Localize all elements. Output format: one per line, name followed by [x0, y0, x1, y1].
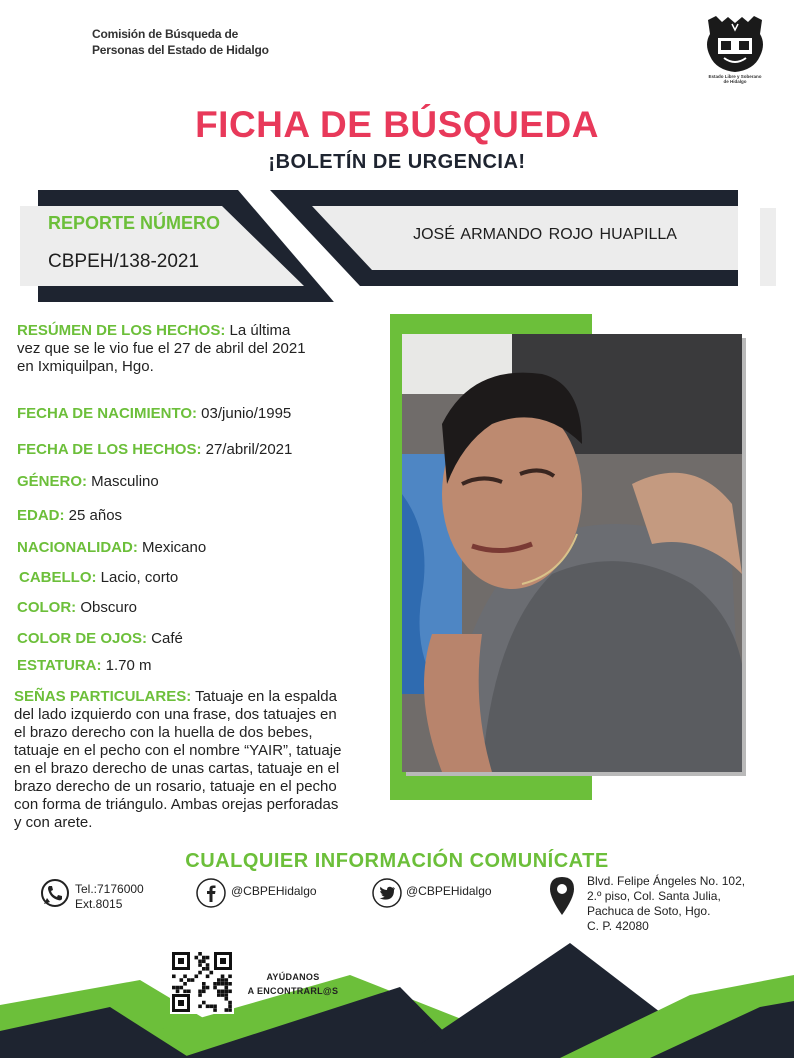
help-us-text — [230, 970, 356, 998]
address-line4: C. P. 42080 — [587, 919, 649, 933]
height-value: 1.70 m — [101, 657, 152, 674]
marks-label: SEÑAS PARTICULARES: — [14, 688, 192, 705]
marks-line2: del lado izquierdo con una frase, dos tatuajes en — [14, 706, 337, 723]
map-pin-icon — [548, 876, 576, 916]
summary-text-line3: en Ixmiquilpan, Hgo. — [17, 358, 154, 375]
organization-name-line1: Comisión de Búsqueda de — [92, 27, 239, 41]
twitter-icon — [372, 878, 402, 908]
nationality-label: NACIONALIDAD: — [17, 539, 138, 556]
height-field — [17, 657, 151, 675]
gender-label: GÉNERO: — [17, 473, 88, 490]
marks-line3: el brazo derecho con la huella de dos bebes, — [14, 724, 313, 741]
phone-extension: Ext.8015 — [75, 897, 123, 911]
address-line1: Blvd. Felipe Ángeles No. 102, — [587, 874, 746, 888]
summary-block — [17, 322, 306, 376]
contact-title — [0, 850, 794, 873]
report-banner — [0, 186, 794, 306]
hair-field — [19, 569, 178, 587]
person-name: JOSÉ ARMANDO ROJO HUAPILLA — [413, 226, 677, 243]
address-line3: Pachuca de Soto, Hgo. — [587, 904, 711, 918]
gender-value: Masculino — [87, 473, 159, 490]
footer-decoration — [0, 935, 794, 1058]
age-value: 25 años — [64, 507, 123, 524]
eye-color-value: Café — [147, 630, 183, 647]
twitter-handle: @CBPEHidalgo — [406, 884, 492, 898]
report-number-value: CBPEH/138-2021 — [48, 251, 200, 272]
color-field — [17, 599, 137, 617]
marks-line6: brazo derecho de un rosario, tatuaje en el pecho — [14, 778, 337, 795]
color-value: Obscuro — [76, 599, 138, 616]
phone-icon — [40, 878, 70, 908]
qr-code — [170, 950, 234, 1014]
age-field — [17, 507, 122, 525]
summary-text-line2: vez que se le vio fue el 27 de abril del 2021 — [17, 340, 306, 357]
address-line2: 2.º piso, Col. Santa Julia, — [587, 889, 721, 903]
address — [587, 874, 745, 934]
organization-name-line2: Personas del Estado de Hidalgo — [92, 43, 269, 57]
marks-line1: Tatuaje en la espalda — [191, 688, 337, 705]
nationality-field — [17, 539, 206, 557]
marks-line7: con forma de triángulo. Ambas orejas perforadas — [14, 796, 339, 813]
summary-label: RESÚMEN DE LOS HECHOS: — [17, 322, 226, 339]
hair-label: CABELLO: — [19, 569, 97, 586]
phone-text — [75, 882, 144, 912]
missing-person-photo — [402, 334, 742, 772]
report-number-label: REPORTE NÚMERO — [48, 213, 221, 233]
events-date-value: 27/abril/2021 — [201, 441, 293, 458]
eye-color-label: COLOR DE OJOS: — [17, 630, 148, 647]
birth-date-label: FECHA DE NACIMIENTO: — [17, 405, 197, 422]
height-label: ESTATURA: — [17, 657, 102, 674]
crest-caption-line1: Estado Libre y Soberano — [708, 74, 762, 79]
events-date-label: FECHA DE LOS HECHOS: — [17, 441, 202, 458]
crest-caption — [694, 74, 776, 84]
gender-field — [17, 473, 159, 491]
page-title: FICHA DE BÚSQUEDA — [195, 104, 599, 145]
birth-date-field — [17, 405, 291, 423]
facebook-icon — [196, 878, 226, 908]
events-date-field — [17, 441, 292, 459]
marks-block — [14, 688, 341, 832]
help-us-line2: A ENCONTRARL@S — [247, 986, 339, 996]
color-label: COLOR: — [17, 599, 77, 616]
summary-text-line1: La última — [225, 322, 291, 339]
hair-value: Lacio, corto — [96, 569, 179, 586]
crest-caption-line2: de Hidalgo — [723, 79, 747, 84]
contact-title-text: CUALQUIER INFORMACIÓN COMUNÍCATE — [185, 850, 609, 872]
marks-line5: en el brazo derecho de unas cartas, tatuaje en el — [14, 760, 340, 777]
age-label: EDAD: — [17, 507, 65, 524]
eye-color-field — [17, 630, 183, 648]
help-us-line1: AYÚDANOS — [266, 972, 320, 982]
facebook-handle: @CBPEHidalgo — [231, 884, 317, 898]
birth-date-value: 03/junio/1995 — [197, 405, 292, 422]
marks-line4: tatuaje en el pecho con el nombre “YAIR”, tatuaje — [14, 742, 342, 759]
page-subtitle: ¡BOLETÍN DE URGENCIA! — [268, 151, 526, 173]
banner-tab — [760, 208, 776, 286]
phone-number: Tel.:7176000 — [75, 882, 144, 896]
nationality-value: Mexicano — [137, 539, 207, 556]
marks-line8: y con arete. — [14, 814, 93, 831]
organization-name — [92, 26, 269, 58]
